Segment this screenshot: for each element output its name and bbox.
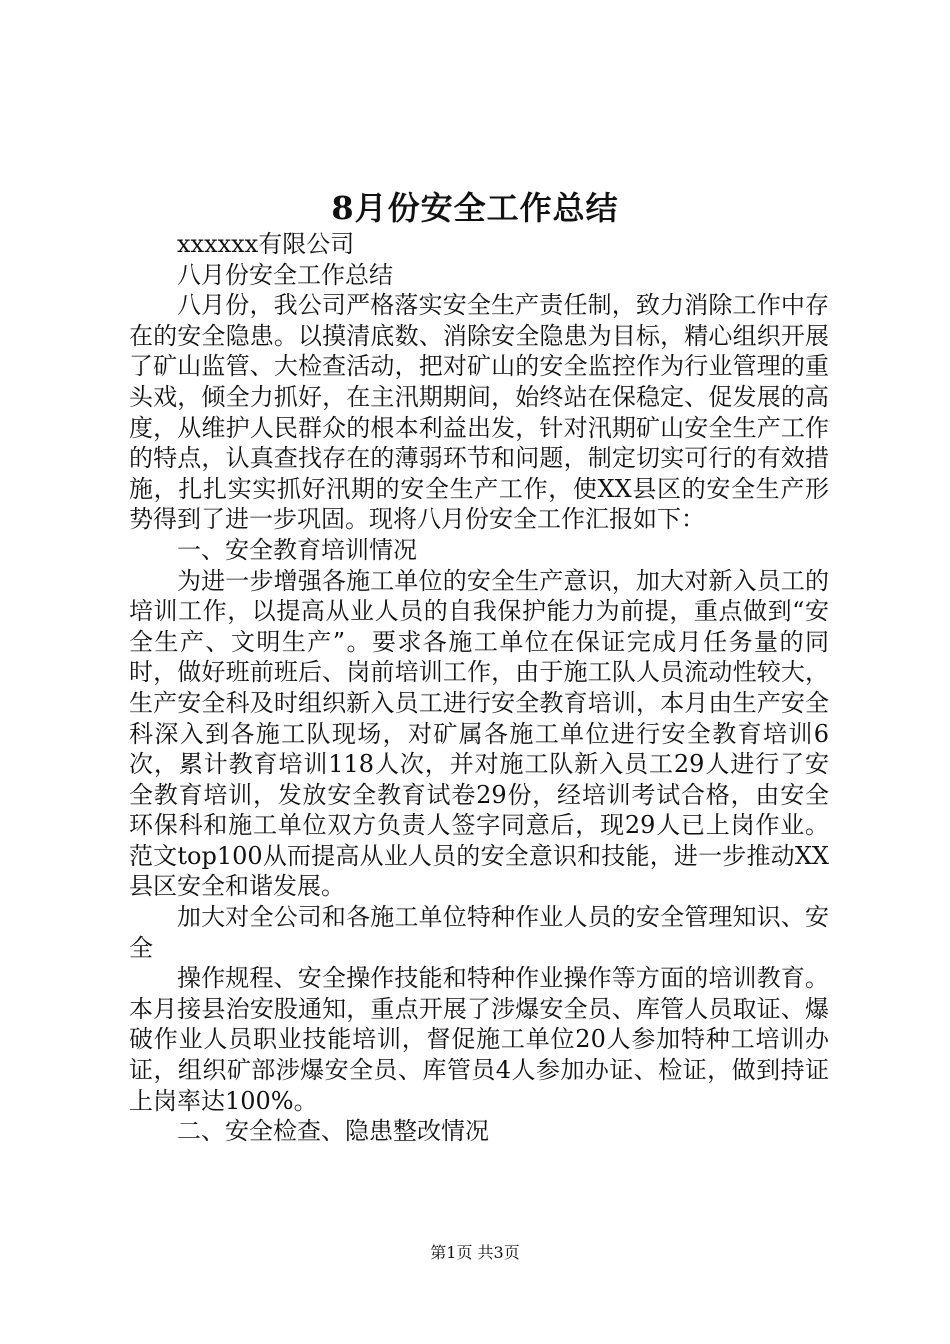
company-name: xxxxxx有限公司 [177,230,355,258]
training-paragraph: 为进一步增强各施工单位的安全生产意识，加大对新入员工的培训工作，以提高从业人员的自我保护能力为前提，重点做到“安全生产、文明生产”。要求各施工单位在保证完成月任务量的同时，做好班前班后、岗前培训工作，由于施工队人员流动性较大，生产安全科及时组织新入员工进行安全教育培训，本月由生产安全科深入到各施工队现场，对矿属各施工单位进行安全教育培训6次，累计教育培训118人次，并对施工队新入员工29人进行了安全教育培训，发放安全教育试卷29份，经培训考试合格，由安全环保科和施工单位双方负责人签字同意后，现29人已上岗作业。范文top100从而提高从业人员的安全意识和技能，进一步推动XX县区安全和谐发展。 [129,566,829,901]
document-body [129,229,829,1147]
operations-training-paragraph: 操作规程、安全操作技能和特种作业操作等方面的培训教育。本月接县治安股通知，重点开展了涉爆安全员、库管人员取证、爆破作业人员职业技能培训，督促施工单位20人参加特种工培训办证，组织矿部涉爆安全员、库管员4人参加办证、检证，做到持证上岗率达100%。 [129,964,829,1115]
page-footer: 第1页 共3页 [430,1243,520,1262]
section-heading-inspection: 二、安全检查、隐患整改情况 [177,1117,489,1146]
special-operators-paragraph: 加大对全公司和各施工单位特种作业人员的安全管理知识、安全 [129,903,829,962]
section-heading-training: 一、安全教育培训情况 [177,535,417,564]
document-title: 8月份安全工作总结 [331,189,619,227]
subtitle: 八月份安全工作总结 [177,260,393,289]
intro-paragraph: 八月份，我公司严格落实安全生产责任制，致力消除工作中存在的安全隐患。以摸清底数、消除安全隐患为目标，精心组织开展了矿山监管、大检查活动，把对矿山的安全监控作为行业管理的重头戏，倾全力抓好，在主汛期期间，始终站在保稳定、促发展的高度，从维护人民群众的根本利益出发，针对汛期矿山安全生产工作的特点，认真查找存在的薄弱环节和问题，制定切实可行的有效措施，扎扎实实抓好汛期的安全生产工作，使XX县区的安全生产形势得到了进一步巩固。现将八月份安全工作汇报如下： [129,291,829,534]
